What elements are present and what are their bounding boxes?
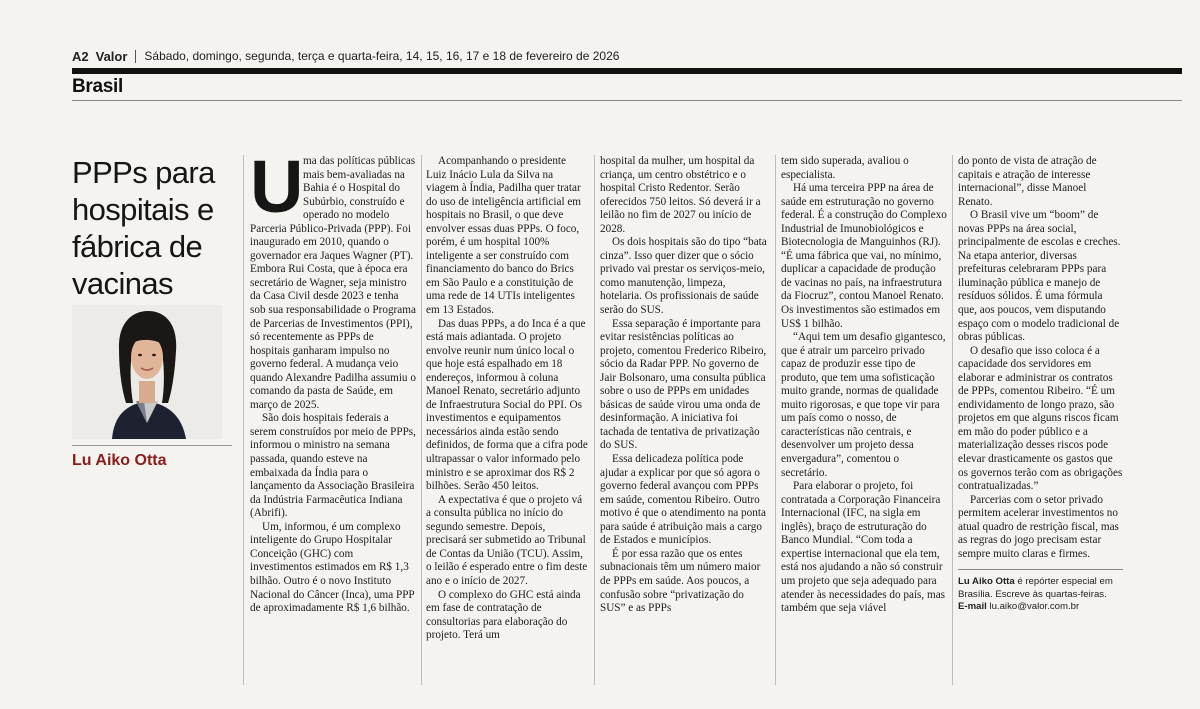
brand-name: Valor: [95, 48, 128, 64]
masthead-rule: [72, 68, 1182, 74]
masthead-divider: [135, 50, 136, 63]
article-paragraph: Essa delicadeza política pode ajudar a explicar por que só agora o governo federal avançou com PPPs em saúde, comentou Ribeiro. Outro motivo é que o atendimento na ponta para saúde é atribuição mais a cargo de Estados e municípios.: [600, 453, 766, 547]
article-paragraph: Essa separação é importante para evitar resistências políticas ao projeto, comentou Frederico Ribeiro, sócio da Radar PPP. No governo de Jair Bolsonaro, uma consulta pública sobre o uso de PPPs em unidades básicas de saúde virou uma onda de desinformação. A iniciativa foi tachada de tentativa de privatização do SUS.: [600, 317, 767, 452]
article-paragraph: A expectativa é que o projeto vá a consulta pública no início do segundo semestre. Depois, precisará ser submetido ao Tribunal de Contas da União (TCU). Assim, o leilão é esperado entre o fim deste ano e o início de 2027.: [426, 493, 588, 587]
article-paragraph: Um, informou, é um complexo inteligente do Grupo Hospitalar Conceição (GHC) com investimentos estimados em R$ 1,3 bilhão. Outro é o novo Instituto Nacional do Câncer (Inca), uma PPP de aproximadamente R$ 1,6 bilhão.: [250, 520, 415, 615]
article-paragraph: “Aqui tem um desafio gigantesco, que é atrair um parceiro privado capaz de produzir esse tipo de produto, que tem uma sofisticação muito grande, normas de qualidade muito rigorosas, e que tope vir para um país como o nosso, de características não centrais, e desenvolver um projeto dessa envergadura”, comentou o secretário.: [781, 331, 946, 479]
column-divider: [775, 155, 776, 685]
article-column-1: [250, 155, 416, 699]
bio-name: Lu Aiko Otta: [958, 576, 1015, 588]
article-paragraph: Para elaborar o projeto, foi contratada a Corporação Financeira Internacional (IFC, na sigla em inglês), braço de estruturação do Banco Mundial. “Com toda a expertise internacional que ela tem, está nos ajudando a não só construir um projeto que seja adequado para atender às necessidades do país, mas também que seja viável: [781, 480, 946, 615]
masthead: [72, 44, 1182, 68]
column-divider: [952, 155, 953, 685]
section-title: Brasil: [72, 76, 124, 97]
column-divider: [243, 155, 244, 685]
article-column-5: [958, 155, 1123, 699]
article-column-4: [781, 155, 947, 699]
article-paragraph: ma das políticas públicas mais bem-avaliadas na Bahia é o Hospital do Subúrbio, construído e operado no modelo Parceria Público-Privada (PPP). Foi inaugurado em 2010, quando o governador era Jaques Wagner (PT). Embora Rui Costa, que à época era secretário de Wagner, seja ministro da Casa Civil desde 2023 e tenha sob sua responsabilidade o Programa de Parcerias de Investimentos (PPI), só recentemente as PPPs de hospitais ganharam impulso no governo federal. A mudança veio quando Alexandre Padilha assumiu o comando da pasta de Saúde, em março de 2025.: [250, 155, 416, 411]
article-column-3: [600, 155, 768, 699]
article-paragraph: Há uma terceira PPP na área de saúde em estruturação no governo federal. É a construção do Complexo Industrial de Imunobiológicos e Biotecnologia de Manguinhos (RJ). “É uma fábrica que vai, no mínimo, duplicar a capacidade de produção de vacinas no país, na infraestrutura da Fiocruz”, contou Manoel Renato. Os investimentos são estimados em US$ 1 bilhão.: [781, 182, 947, 330]
article-paragraph: tem sido superada, avaliou o especialista.: [781, 155, 909, 181]
page-number: A2: [72, 48, 89, 64]
article-paragraph: O Brasil vive um “boom” de novas PPPs na área social, principalmente de escolas e creches. Na etapa anterior, diversas prefeituras celebraram PPPs para iluminação pública e manejo de resíduos sólidos. É uma fórmula que, aos poucos, vem disputando espaço com o modelo tradicional de obras públicas.: [958, 209, 1121, 344]
headline: PPPs para hospitais e fábrica de vacinas: [72, 155, 215, 301]
author-email[interactable]: lu.aiko@valor.com.br: [989, 601, 1080, 613]
drop-cap: U: [250, 155, 304, 228]
bio-text: é repórter especial em Brasília. Escreve às quartas-feiras.: [958, 576, 1113, 600]
bio-rule: [958, 569, 1123, 570]
author-portrait-image: [72, 305, 222, 439]
author-photo: [72, 305, 222, 439]
section-rule: [72, 100, 1182, 101]
author-rule: [72, 445, 232, 446]
author-bio: [958, 576, 1123, 614]
article-paragraph: São dois hospitais federais a serem construídos por meio de PPPs, informou o ministro na semana passada, quando esteve na embaixada da Índia para o lançamento da Associação Brasileira da Indústria Farmacêutica Indiana (Abrifi).: [250, 412, 416, 520]
article-paragraph: O complexo do GHC está ainda em fase de contratação de consultorias para elaboração do projeto. Terá um: [426, 588, 581, 642]
column-divider: [594, 155, 595, 685]
column-divider: [421, 155, 422, 685]
author-name: Lu Aiko Otta: [72, 452, 167, 469]
article-paragraph: É por essa razão que os entes subnacionais têm um número maior de PPPs em saúde. Aos poucos, a confusão sobre “privatização do SUS” e as PPPs: [600, 547, 761, 615]
article-paragraph: do ponto de vista de atração de capitais e atração de interesse internacional”, disse Manoel Renato.: [958, 155, 1097, 208]
email-label: E-mail: [958, 601, 987, 613]
article-paragraph: Os dois hospitais são do tipo “bata cinza”. Isso quer dizer que o sócio privado vai prestar os serviços-meio, como manutenção, limpeza, hotelaria. Os profissionais de saúde serão do SUS.: [600, 236, 767, 317]
article-paragraph: Parcerias com o setor privado permitem acelerar investimentos no atual quadro de restrição fiscal, mas as regras do jogo precisam estar sempre muito claras e firmes.: [958, 493, 1119, 560]
article-paragraph: Acompanhando o presidente Luiz Inácio Lula da Silva na viagem à Índia, Padilha quer tratar do uso de inteligência artificial em hospitais no Brasil, o que deve envolver essas duas PPPs. O foco, porém, é um hospital 100% inteligente a ser construído com financiamento do banco do Brics em São Paulo e a constituição de uma rede de 14 UTIs inteligentes em 13 Estados.: [426, 155, 582, 317]
article-paragraph: Das duas PPPs, a do Inca é a que está mais adiantada. O projeto envolve reunir num único local o que hoje está espalhado em 18 endereços, informou à coluna Manoel Renato, secretário adjunto de Infraestrutura Social do PPI. Os investimentos e equipamentos necessários ainda estão sendo definidos, de forma que a cifra pode ultrapassar o valor informado pelo ministro e se aproximar dos R$ 2 bilhões. Serão 450 leitos.: [426, 317, 588, 493]
article-paragraph: O desafio que isso coloca é a capacidade dos servidores em elaborar e administrar os contratos de PPPs, comentou Ribeiro. “É um endividamento de longo prazo, são projetos em que alguns riscos ficam em mão do poder público e a materialização desses riscos pode elevar drasticamente os gastos que os governos terão com as obrigações contratualizadas.”: [958, 344, 1123, 493]
date-line: Sábado, domingo, segunda, terça e quarta-feira, 14, 15, 16, 17 e 18 de fevereiro de 2026: [144, 49, 620, 63]
article-column-2: [426, 155, 588, 699]
article-paragraph: hospital da mulher, um hospital da criança, um centro obstétrico e o hospital Cristo Redentor. Serão oferecidos 750 leitos. Só deverá ir a leilão no fim de 2027 ou início de 2028.: [600, 155, 761, 235]
